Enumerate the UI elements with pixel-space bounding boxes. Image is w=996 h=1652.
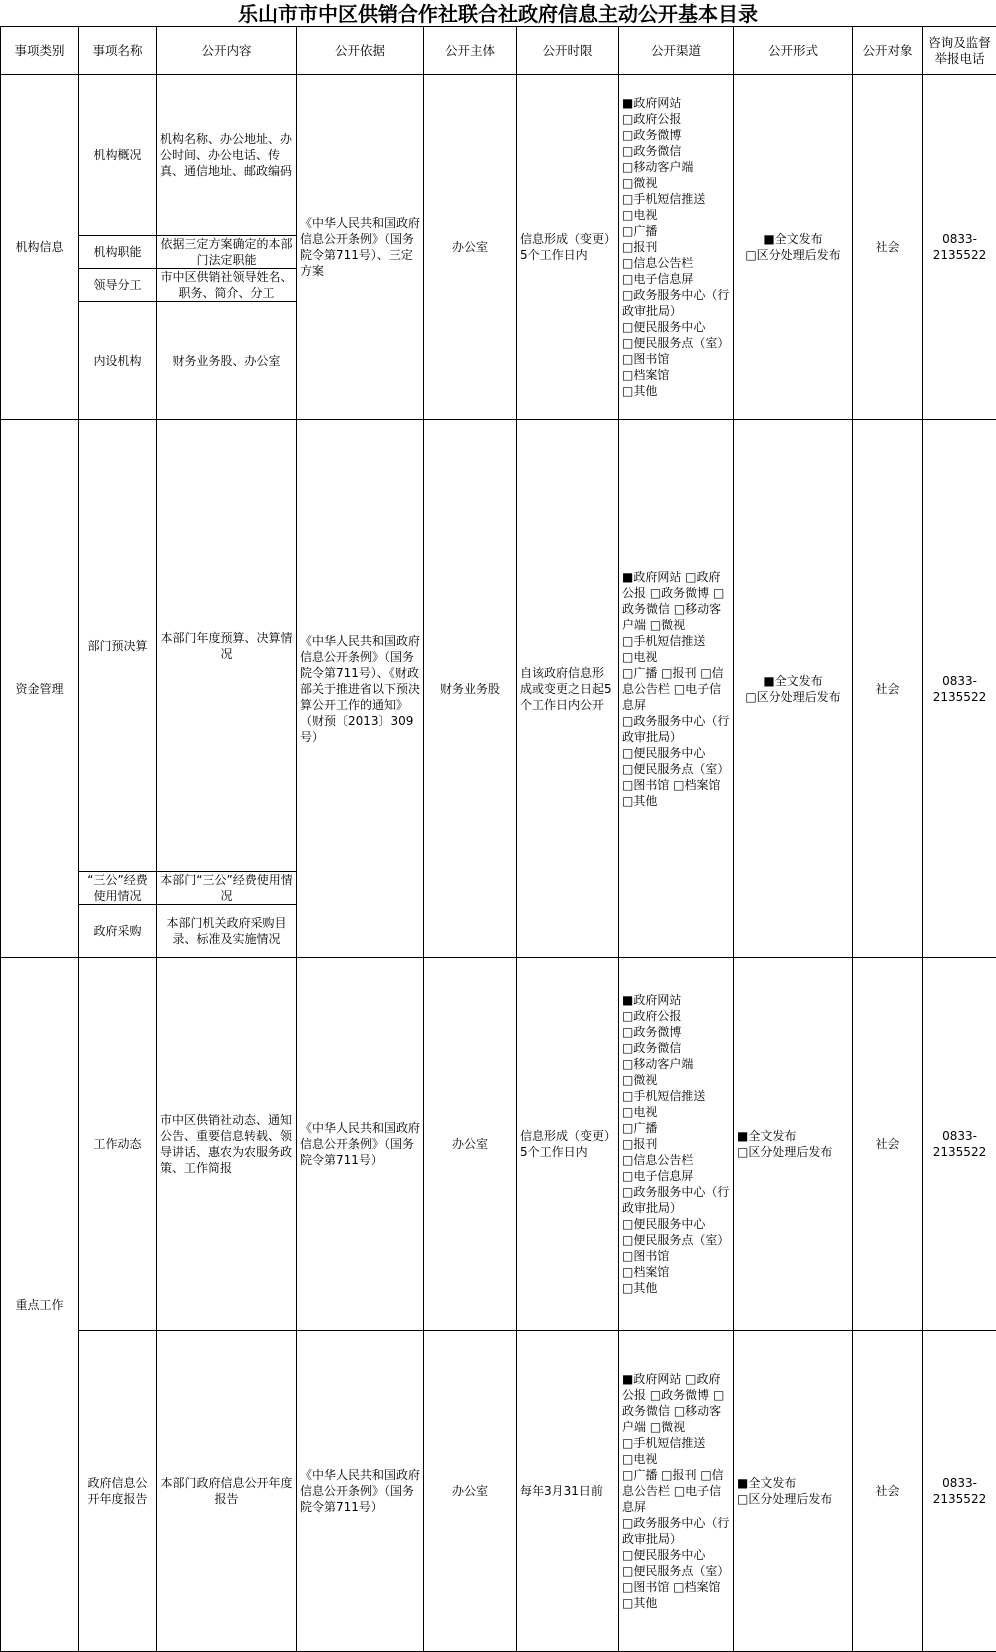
channel-option: □微视 [622,1072,730,1088]
content-cell: 市中区供销社动态、通知公告、重要信息转载、领导讲话、惠农为农服务政策、工作简报 [157,958,297,1331]
header-time-limit: 公开时限 [517,27,619,75]
subject-cell: 办公室 [424,75,517,420]
item-name-cell: 政府采购 [79,905,157,958]
item-name-cell: 政府信息公开年度报告 [79,1331,157,1652]
channel-option: □电视 [622,1104,730,1120]
phone-cell: 0833-2135522 [923,75,996,420]
channel-option: □政务服务中心（行政审批局） [622,287,730,319]
time-limit-cell: 信息形成（变更）5个工作日内 [517,958,619,1331]
category-cell: 机构信息 [1,75,79,420]
channel-option: □移动客户端 [622,159,730,175]
channel-option: □移动客户端 [622,602,721,632]
channel-option: □其他 [622,793,730,809]
channel-option: □政府公报 [622,1372,721,1402]
channel-option: □电子信息屏 [622,1484,721,1514]
channel-option: □信息公告栏 [622,1152,730,1168]
basis-cell: 《中华人民共和国政府信息公开条例》（国务院令第711号）、三定方案 [297,75,424,420]
subject-cell: 办公室 [424,1331,517,1652]
channel-option: □广播 [622,223,730,239]
directory-table [0,26,996,1652]
form-option: ■全文发布 [737,1128,849,1144]
header-item-name: 事项名称 [79,27,157,75]
subject-cell: 财务业务股 [424,420,517,958]
form-cell [734,958,853,1331]
channel-option: □便民服务点（室） [622,761,730,777]
header-form: 公开形式 [734,27,853,75]
header-content: 公开内容 [157,27,297,75]
header-target: 公开对象 [853,27,923,75]
channel-option: □广播 [622,666,657,680]
channel-option: □报刊 [661,1468,696,1482]
basis-cell: 《中华人民共和国政府信息公开条例》（国务院令第711号）、《财政部关于推进省以下预决算公开工作的通知》（财预〔2013〕309号） [297,420,424,958]
channel-option: □手机短信推送 [622,1435,730,1451]
table-row [1,958,996,1331]
channel-option: □政务微信 [622,1388,724,1418]
channel-option: ■政府网站 [622,992,730,1008]
channel-option: □手机短信推送 [622,1088,730,1104]
channel-option: □便民服务点（室） [622,1232,730,1248]
channels-cell [619,75,734,420]
channel-option: □报刊 [661,666,696,680]
channel-option: □政务微信 [622,143,730,159]
form-option: □区分处理后发布 [737,689,849,705]
channel-option: □信息公告栏 [622,1468,724,1498]
content-cell: 机构名称、办公地址、办公时间、办公电话、传真、通信地址、邮政编码 [157,75,297,236]
channel-option: □便民服务点（室） [622,1563,730,1579]
target-cell: 社会 [853,1331,923,1652]
category-cell: 资金管理 [1,420,79,958]
channel-option: □广播 [622,1120,730,1136]
target-cell: 社会 [853,75,923,420]
item-name-cell: 领导分工 [79,269,157,302]
channels-cell [619,1331,734,1652]
channel-option: □档案馆 [622,1264,730,1280]
channel-option: □微视 [622,175,730,191]
category-cell: 重点工作 [1,958,79,1652]
form-cell [734,420,853,958]
channel-option: ■政府网站 [622,95,730,111]
channel-option: □手机短信推送 [622,633,730,649]
channel-option: □便民服务点（室） [622,335,730,351]
content-cell: 依据三定方案确定的本部门法定职能 [157,236,297,269]
form-cell [734,75,853,420]
form-option: ■全文发布 [737,673,849,689]
channel-option: □便民服务中心 [622,319,730,335]
channel-option: ■政府网站 [622,1372,681,1386]
channel-option: ■政府网站 [622,570,681,584]
channel-option: □政务微博 [622,1024,730,1040]
page-title: 乐山市市中区供销合作社联合社政府信息主动公开基本目录 [0,2,996,26]
time-limit-cell: 自该政府信息形成或变更之日起5个工作日内公开 [517,420,619,958]
header-category: 事项类别 [1,27,79,75]
channel-option: □信息公告栏 [622,255,730,271]
channel-option: □政务微博 [650,1388,709,1402]
basis-cell: 《中华人民共和国政府信息公开条例》（国务院令第711号） [297,958,424,1331]
channel-option: □信息公告栏 [622,666,724,696]
channel-option: □微视 [650,1420,685,1434]
basis-cell: 《中华人民共和国政府信息公开条例》（国务院令第711号） [297,1331,424,1652]
channel-option: □便民服务中心 [622,745,730,761]
channel-option: □图书馆 [622,778,669,792]
channel-option: □电子信息屏 [622,682,721,712]
channel-option: □微视 [650,618,685,632]
channel-option: □政务微博 [622,127,730,143]
item-name-cell: 工作动态 [79,958,157,1331]
phone-cell: 0833-2135522 [923,1331,996,1652]
channels-cell [619,420,734,958]
phone-cell: 0833-2135522 [923,420,996,958]
channel-option: □便民服务中心 [622,1547,730,1563]
channel-option: □广播 [622,1468,657,1482]
table-row [1,420,996,872]
channel-option: □政务微信 [622,586,724,616]
content-cell: 本部门“三公”经费使用情况 [157,872,297,905]
header-phone: 咨询及监督举报电话 [923,27,996,75]
header-row [1,27,996,75]
target-cell: 社会 [853,420,923,958]
phone-cell: 0833-2135522 [923,958,996,1331]
form-option: □区分处理后发布 [737,247,849,263]
subject-cell: 办公室 [424,958,517,1331]
form-option: ■全文发布 [737,1475,849,1491]
channel-option: □档案馆 [673,1580,720,1594]
channel-option: □政府公报 [622,570,721,600]
table-row [1,75,996,236]
item-name-cell: 内设机构 [79,302,157,420]
channel-option: □电视 [622,1451,730,1467]
header-subject: 公开主体 [424,27,517,75]
content-cell: 财务业务股、办公室 [157,302,297,420]
time-limit-cell: 信息形成（变更）5个工作日内 [517,75,619,420]
channel-option: □政务服务中心（行政审批局） [622,1184,730,1216]
channel-option: □档案馆 [673,778,720,792]
channel-option: □电子信息屏 [622,1168,730,1184]
channel-option: □报刊 [622,1136,730,1152]
channel-option: □档案馆 [622,367,730,383]
channel-option: □图书馆 [622,1580,669,1594]
channels-cell [619,958,734,1331]
channel-option: □电视 [622,207,730,223]
channel-option: □其他 [622,383,730,399]
channel-option: □电视 [622,649,730,665]
content-cell: 本部门机关政府采购目录、标准及实施情况 [157,905,297,958]
item-name-cell: 机构概况 [79,75,157,236]
item-name-cell: 机构职能 [79,236,157,269]
content-cell: 本部门年度预算、决算情况 [157,420,297,872]
channel-option: □政府公报 [622,1008,730,1024]
form-option: □区分处理后发布 [737,1144,849,1160]
channel-option: □报刊 [622,239,730,255]
content-cell: 本部门政府信息公开年度报告 [157,1331,297,1652]
channel-option: □政府公报 [622,111,730,127]
target-cell: 社会 [853,958,923,1331]
channel-option: □政务服务中心（行政审批局） [622,1515,730,1547]
item-name-cell: 部门预决算 [79,420,157,872]
channel-option: □其他 [622,1280,730,1296]
channel-option: □其他 [622,1595,730,1611]
header-basis: 公开依据 [297,27,424,75]
channel-option: □手机短信推送 [622,191,730,207]
channel-option: □政务微博 [650,586,709,600]
channel-option: □移动客户端 [622,1056,730,1072]
time-limit-cell: 每年3月31日前 [517,1331,619,1652]
table-row [1,1331,996,1652]
form-option: □区分处理后发布 [737,1491,849,1507]
channel-option: □电子信息屏 [622,271,730,287]
channel-option: □便民服务中心 [622,1216,730,1232]
channel-option: □政务微信 [622,1040,730,1056]
channel-option: □政务服务中心（行政审批局） [622,713,730,745]
channel-option: □图书馆 [622,351,730,367]
channel-option: □图书馆 [622,1248,730,1264]
form-option: ■全文发布 [737,231,849,247]
channel-option: □移动客户端 [622,1404,721,1434]
content-cell: 市中区供销社领导姓名、职务、简介、分工 [157,269,297,302]
item-name-cell: “三公”经费使用情况 [79,872,157,905]
header-channels: 公开渠道 [619,27,734,75]
form-cell [734,1331,853,1652]
